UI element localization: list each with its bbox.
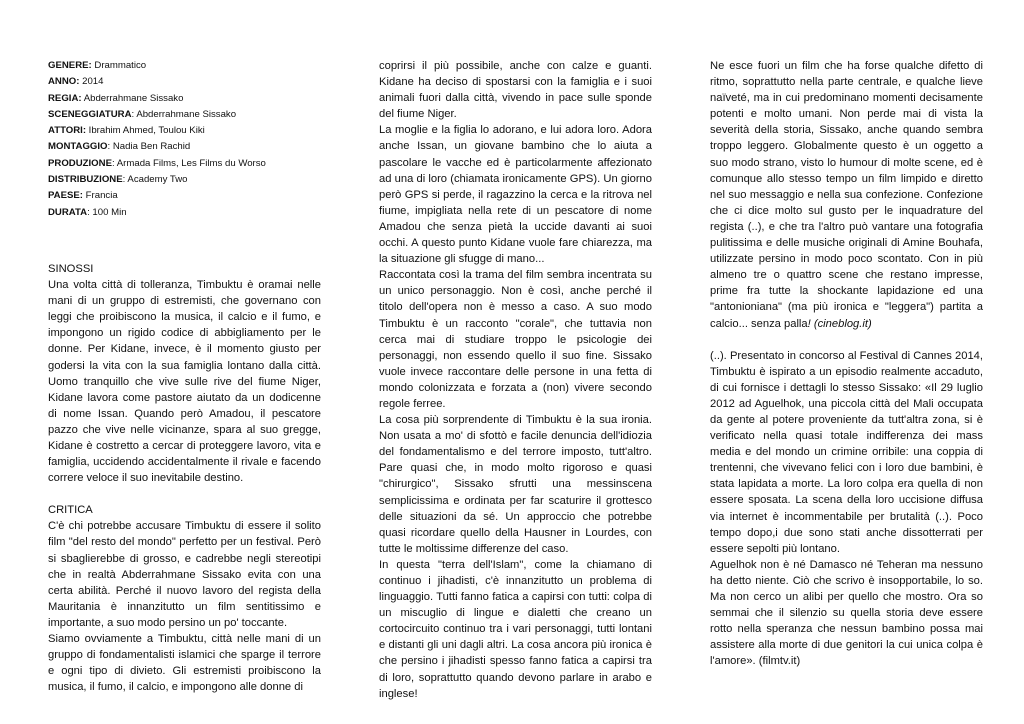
critique-paragraph: Raccontata così la trama del film sembra incentrata su un unico personaggio. Non è così, anche perché il titolo dell'opera non è messo a caso. A suo modo Timbuktu è un racconto "corale", che tuttavia non cerca mai di studiare troppo le psicologie dei personaggi, non essendo quello il suo fine. Sissako vuole invece raccontare delle persone in una fetta di mondo colonizzata e forzata a (non) vivere secondo regole ferree.: [379, 269, 652, 410]
critique-paragraph: (..). Presentato in concorso al Festival di Cannes 2014, Timbuktu è ispirato a un episodio realmente accaduto, di cui fornisce i dettagli lo stesso Sissako: «Il 29 luglio 2012 ad Aguelhok, una piccola città del Mali occupata da gente al potere proveniente da tutt'altra zona, si è verificato nella quasi totale indifferenza dei mass media e del mondo un crimine orribile: una coppia di trentenni, che vivevano felici con i loro due bambini, è stata lapidata a morte. La loro colpa era quella di non essere sposata. La scena della loro uccisione diffusa via internet è incommentabile per brutalità (..). Poco tempo dopo,i due sono stati anche dissotterrati per essere sepolti più lontano.: [710, 349, 983, 555]
detail-year: ANNO: 2014: [48, 76, 104, 88]
critique-paragraph: La cosa più sorprendente di Timbuktu è la sua ironia. Non usata a mo' di sfottò e facile denuncia dell'idiozia del fondamentalismo e del terrore imposto, tutt'altro. Pare quasi che, in modo molto rigoroso e quasi "chirurgico", Sissako sfrutti una messinscena semplicissima e ordinata per far scaturire il grottesco delle situazioni da sé. Un approccio che potrebbe quasi ricordare quello della Hausner in Lourdes, con tutte le moltissime differenze del caso.: [379, 414, 652, 555]
synopsis-section: [48, 261, 321, 486]
critique-paragraph: Ne esce fuori un film che ha forse qualche difetto di ritmo, soprattutto nella parte centrale, e qualche lieve naïveté, ma in cui predominano momenti decisamente potenti e molto umani. Non perde mai di vista la severità della storia, Sissako, anche quando sembra troppo leggero. Globalmente questo è un oggetto a suo modo strano, visto lo humour di molte scene, ed è comunque allo stesso tempo un film limpido e diretto nel suo messaggio e nella sua confezione. Confezione che ci dice molto sul gusto per le inquadrature del regista (..), e che tra l'altro può vantare una fotografia pulitissima e delle musiche originali di Amine Bouhafa, utilizzate persino in modo poco scontato. Con in più almeno tre o quattro scene che restano impresse, prime fra tutte la shockante lapidazione ed una "antonioniana" (ma più ironica e "leggera") partita a calcio... senza palla! (cineblog.it): [710, 60, 983, 330]
synopsis-heading: SINOSSI: [48, 262, 94, 275]
left-column: [48, 58, 321, 695]
detail-distribution: DISTRIBUZIONE: Academy Two: [48, 174, 188, 186]
synopsis-text: Una volta città di tolleranza, Timbuktu è oramai nelle mani di un gruppo di estremisti, che governano con leggi che proibiscono la musica, il calcio e il fumo, e impongono un rigido codice di abbigliamento per le donne. Per Kidane, invece, è il momento giusto per godersi la vita con la sua famiglia lontano dalla città. Uomo tranquillo che vive sulle rive del fiume Niger, Kidane lavora come pastore aiutato da un dodicenne di nome Issan. Quando però Amadou, il pescatore pazzo che vive nelle vicinanze, spara al suo gregge, Kidane è costretto a cercar di proteggere lavoro, vita e famiglia, uccidendo accidentalmente il rivale e facendo correre veloce il suo inevitabile destino.: [48, 279, 321, 485]
detail-editing: MONTAGGIO: Nadia Ben Rachid: [48, 141, 191, 153]
detail-duration: DURATA: 100 Min: [48, 206, 127, 218]
film-details: [48, 58, 321, 221]
detail-screenplay: SCENEGGIATURA: Abderrahmane Sissako: [48, 108, 237, 120]
critique-paragraph: C'è chi potrebbe accusare Timbuktu di essere il solito film "del resto del mondo" perfetto per un festival. Però si sbaglierebbe di grosso, e cadrebbe negli stereotipi che in realtà Abderrahmane Sissako evita con una certa abilità. Perché il nuovo lavoro del regista della Mauritania è innanzitutto un film sentitissimo e importante, a suo modo persino un po' toccante.: [48, 520, 321, 629]
detail-cast: ATTORI: Ibrahim Ahmed, Toulou Kiki: [48, 125, 205, 137]
source-citation: ! (cineblog.it): [807, 317, 872, 330]
detail-country: PAESE: Francia: [48, 190, 118, 202]
critique-paragraph: Siamo ovviamente a Timbuktu, città nelle mani di un gruppo di fondamentalisti islamici che sparge il terrore e ogni tipo di divieto. Gli estremisti proibiscono la musica, il fumo, il calcio, e impongono alle donne di: [48, 633, 321, 694]
detail-production: PRODUZIONE: Armada Films, Les Films du Worso: [48, 157, 266, 169]
detail-director: REGIA: Abderrahmane Sissako: [48, 92, 184, 104]
middle-column: [379, 58, 652, 702]
right-column: [710, 58, 983, 669]
critique-paragraph: coprirsi il più possibile, anche con calze e guanti. Kidane ha deciso di spostarsi con la famiglia e i suoi animali fuori dalla città, vivendo in pace sulle sponde del fiume Niger.: [379, 60, 652, 121]
critique-paragraph: La moglie e la figlia lo adorano, e lui adora loro. Adora anche Issan, un giovane bambino che lo aiuta a pascolare le vacche ed è particolarmente affezionato ad una di loro (chiamata ironicamente GPS). Un giorno però GPS si perde, il ragazzino la cerca e la ritrova nel fiume, impigliata nella rete di un pescatore di nome Amadou che senza pietà la uccide davanti ai suoi occhi. A questo punto Kidane vuole fare chiarezza, ma la situazione gli sfugge di mano...: [379, 124, 652, 266]
critique-heading: CRITICA: [48, 504, 93, 517]
critique-paragraph: In questa "terra dell'Islam", come la chiamano di continuo i jihadisti, c'è innanzitutto un problema di linguaggio. Tutti fanno fatica a capirsi con tutti: colpa di un miscuglio di lingue e dialetti che creano un cortocircuito continuo tra i vari personaggi, tutti lontani e distanti gli uni dagli altri. La cosa ancora più ironica è che persino i jihadisti spesso fanno fatica a capirsi tra di loro, soprattutto quando devono parlare in arabo e inglese!: [379, 558, 652, 700]
critique-section: [48, 502, 321, 695]
detail-genre: GENERE: Drammatico: [48, 60, 147, 71]
critique-paragraph: Aguelhok non è né Damasco né Teheran ma nessuno ha detto niente. Ciò che scrivo è insopportabile, lo so. Ma non cerco un alibi per quello che mostro. Ora so semmai che il silenzio su quella storia deve essere rotto nella speranza che nessun bambino possa mai assistere alla morte di due genitori la cui unica colpa è l'amore». (filmtv.it): [710, 558, 983, 668]
